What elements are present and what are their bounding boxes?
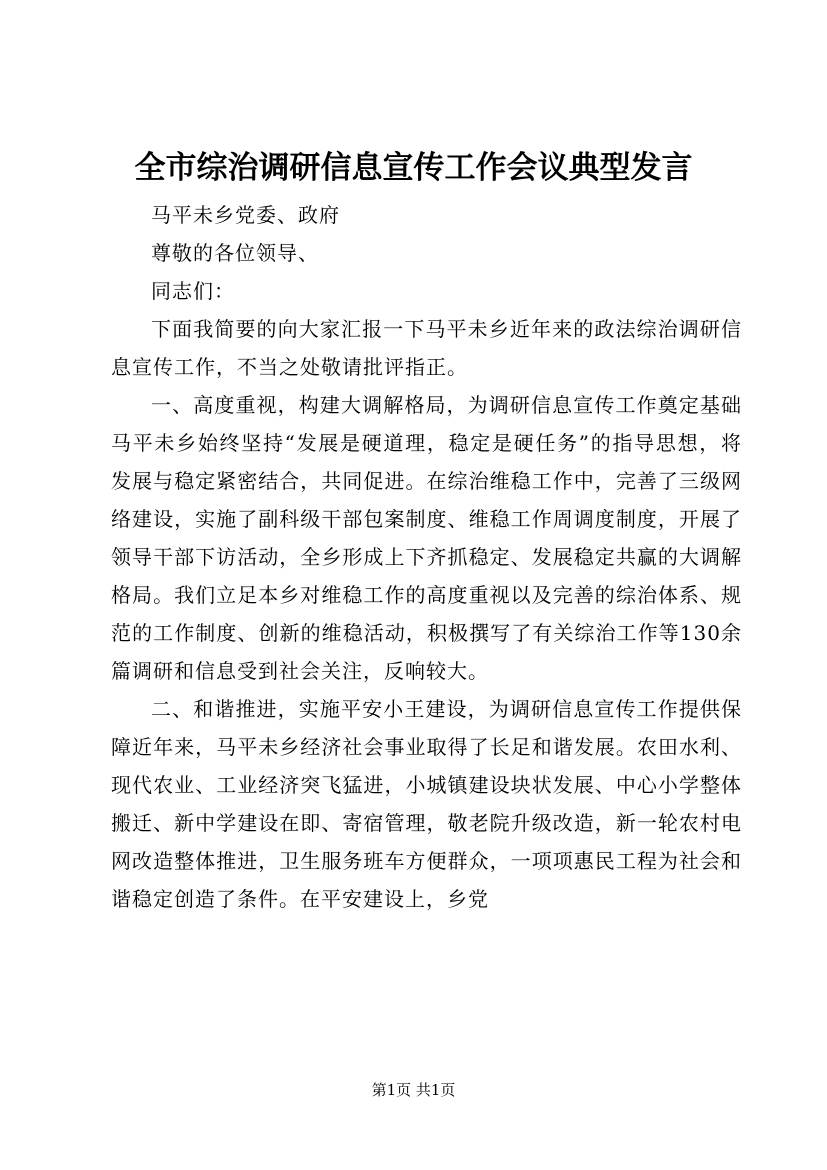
document-title: 全市综治调研信息宣传工作会议典型发言 <box>134 150 693 186</box>
paragraph: 下面我简要的向大家汇报一下马平未乡近年来的政法综治调研信息宣传工作，不当之处敬请批评指正。 <box>111 317 742 379</box>
paragraph: 马平未乡党委、政府 <box>151 203 340 227</box>
paragraph: 同志们： <box>151 279 235 303</box>
document-body <box>111 196 742 918</box>
page-footer: 第1页 共1页 <box>371 1081 456 1099</box>
paragraph: 尊敬的各位领导、 <box>151 241 319 265</box>
paragraph: 二、和谐推进，实施平安小王建设，为调研信息宣传工作提供保障近年来，马平未乡经济社会事业取得了长足和谐发展。农田水利、现代农业、工业经济突飞猛进，小城镇建设块状发展、中心小学整体搬迁、新中学建设在即、寄宿管理，敬老院升级改造，新一轮农村电网改造整体推进，卫生服务班车方便群众，一项项惠民工程为社会和谐稳定创造了条件。在平安建设上，乡党 <box>111 697 742 911</box>
paragraph: 一、高度重视，构建大调解格局，为调研信息宣传工作奠定基础马平未乡始终坚持“发展是硬道理，稳定是硬任务”的指导思想，将发展与稳定紧密结合，共同促进。在综治维稳工作中，完善了三级网络建设，实施了副科级干部包案制度、维稳工作周调度制度，开展了领导干部下访活动，全乡形成上下齐抓稳定、发展稳定共赢的大调解格局。我们立足本乡对维稳工作的高度重视以及完善的综治体系、规范的工作制度、创新的维稳活动，积极撰写了有关综治工作等130余篇调研和信息受到社会关注，反响较大。 <box>111 393 742 683</box>
